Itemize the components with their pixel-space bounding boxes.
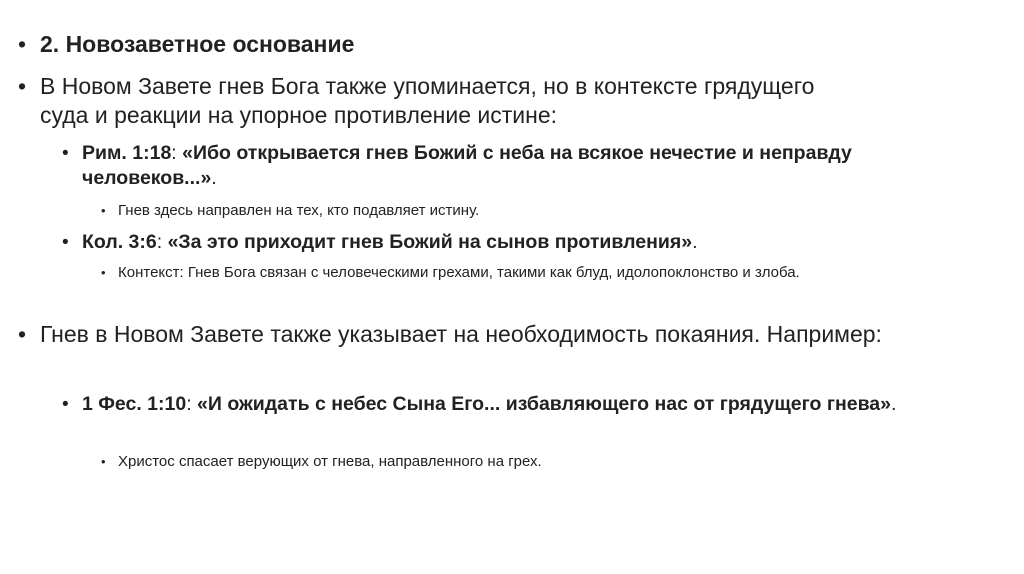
ref-end: . <box>692 231 698 253</box>
ref-separator: : <box>186 393 198 415</box>
second-statement: Гнев в Новом Завете также указывает на необходимость покаяния. Например: <box>40 321 882 347</box>
intro-text: В Новом Завете гнев Бога также упоминается, но в контексте грядущего суда и реакции на упорное противление истине: <box>40 73 815 128</box>
scripture-ref-romans <box>82 141 872 191</box>
ref-label: Рим. 1:18 <box>82 142 172 164</box>
bullet-marker: • <box>101 454 106 469</box>
ref-quote: «За это приходит гнев Божий на сынов противления» <box>167 231 693 253</box>
bullet-marker: • <box>62 394 69 415</box>
bullet-marker: • <box>101 265 106 280</box>
ref-label: Кол. 3:6 <box>82 231 157 253</box>
bullet-marker: • <box>18 321 27 347</box>
bullet-marker: • <box>18 31 27 57</box>
bullet-marker: • <box>18 73 27 99</box>
ref-quote: «И ожидать с небес Сына Его... избавляющего нас от грядущего гнева» <box>197 393 892 415</box>
ref-separator: : <box>156 231 168 253</box>
bullet-marker: • <box>62 143 69 164</box>
note-romans: Гнев здесь направлен на тех, кто подавляет истину. <box>118 202 480 219</box>
ref-quote: «Ибо открывается гнев Божий с неба на всякое нечестие и неправду человеков...» <box>82 142 852 189</box>
bullet-marker: • <box>62 232 69 253</box>
slide-heading: 2. Новозаветное основание <box>40 31 355 57</box>
note-colossians: Контекст: Гнев Бога связан с человеческими грехами, такими как блуд, идолопоклонство и злоба. <box>118 264 800 281</box>
scripture-ref-thessalonians <box>82 392 952 417</box>
ref-end: . <box>891 393 897 415</box>
ref-label: 1 Фес. 1:10 <box>82 393 187 415</box>
bullet-marker: • <box>101 203 106 218</box>
scripture-ref-colossians <box>82 230 942 255</box>
note-thessalonians: Христос спасает верующих от гнева, направленного на грех. <box>118 453 542 470</box>
ref-separator: : <box>171 142 183 164</box>
ref-end: . <box>211 167 217 189</box>
